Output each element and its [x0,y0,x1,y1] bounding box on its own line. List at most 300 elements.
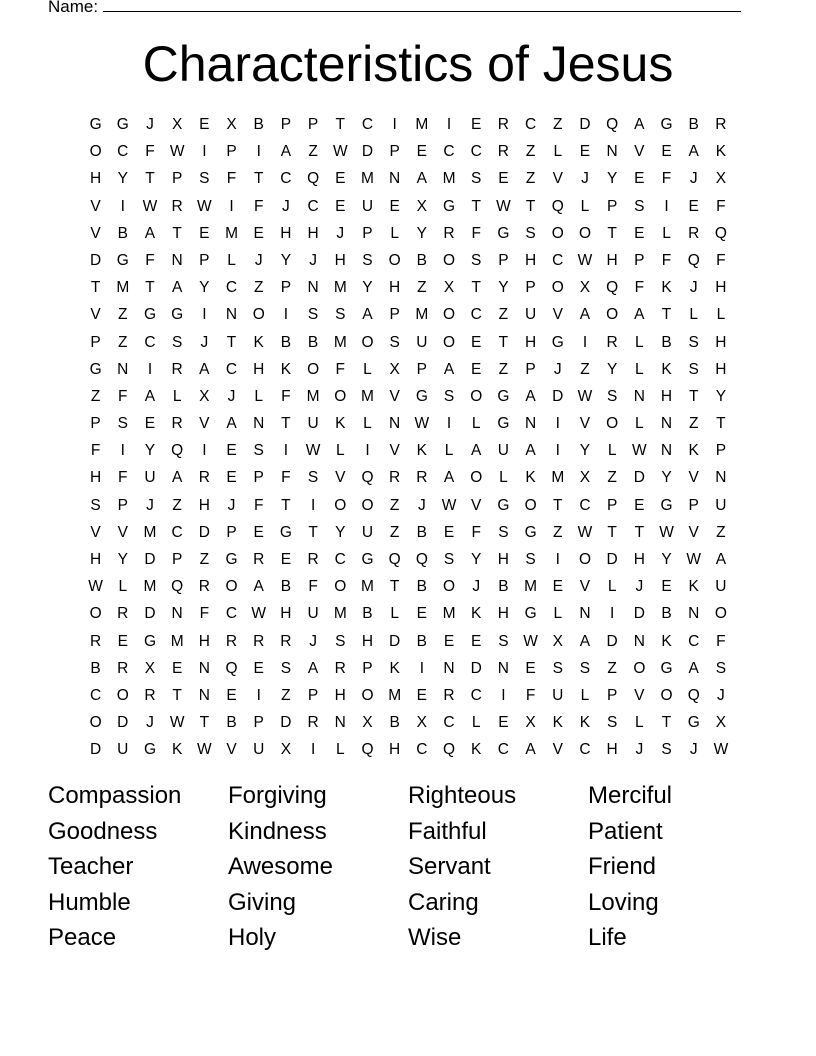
grid-letter[interactable]: J [200,333,209,351]
grid-letter[interactable]: P [416,360,428,378]
grid-letter[interactable]: S [525,551,536,568]
grid-letter[interactable]: U [552,686,564,704]
grid-letter[interactable]: O [633,659,646,677]
grid-letter[interactable]: N [524,415,537,433]
grid-letter[interactable]: F [661,251,672,269]
grid-letter[interactable]: L [580,686,590,704]
grid-letter[interactable]: L [254,387,264,405]
grid-letter[interactable]: X [389,360,400,378]
grid-letter[interactable]: R [497,143,509,161]
grid-letter[interactable]: D [280,714,292,732]
grid-letter[interactable]: E [335,197,346,215]
grid-letter[interactable]: M [361,170,374,188]
grid-letter[interactable]: D [633,605,645,623]
grid-letter[interactable]: S [606,714,618,732]
grid-letter[interactable]: G [497,224,510,242]
grid-letter[interactable]: B [389,714,400,732]
grid-letter[interactable]: W [332,143,348,161]
grid-letter[interactable]: T [471,197,481,215]
grid-letter[interactable]: O [524,496,537,514]
grid-letter[interactable]: G [361,551,374,568]
grid-letter[interactable]: O [89,143,102,161]
grid-letter[interactable]: G [143,741,156,759]
grid-letter[interactable]: P [525,279,536,297]
grid-letter[interactable]: S [498,632,509,650]
grid-letter[interactable]: G [551,333,564,351]
grid-letter[interactable]: A [199,360,210,378]
grid-letter[interactable]: B [416,632,428,650]
grid-letter[interactable]: W [305,442,321,460]
grid-letter[interactable]: J [689,170,698,188]
grid-letter[interactable]: C [470,306,482,324]
grid-letter[interactable]: L [635,415,644,433]
grid-letter[interactable]: G [524,523,537,541]
grid-letter[interactable]: T [661,714,672,732]
grid-letter[interactable]: K [471,605,482,623]
grid-letter[interactable]: Z [253,279,264,297]
grid-letter[interactable]: I [501,686,506,704]
grid-letter[interactable]: J [689,279,698,297]
grid-letter[interactable]: Z [607,469,617,487]
grid-letter[interactable]: B [688,116,699,133]
grid-letter[interactable]: O [388,251,401,269]
grid-letter[interactable]: D [144,551,156,568]
grid-letter[interactable]: D [606,632,618,650]
grid-letter[interactable]: A [688,143,699,161]
grid-letter[interactable]: G [171,306,184,324]
grid-letter[interactable]: O [307,360,320,378]
grid-letter[interactable]: Y [606,360,618,378]
grid-letter[interactable]: H [89,469,102,487]
grid-letter[interactable]: L [580,197,590,215]
grid-letter[interactable]: B [416,578,428,596]
grid-letter[interactable]: N [633,632,645,650]
grid-letter[interactable]: E [226,686,237,704]
grid-letter[interactable]: B [416,523,428,541]
grid-letter[interactable]: Q [606,116,619,133]
grid-letter[interactable]: W [414,415,430,433]
grid-letter[interactable]: T [607,523,617,541]
grid-letter[interactable]: L [635,714,644,732]
grid-letter[interactable]: O [470,387,483,405]
grid-letter[interactable]: P [307,116,319,133]
grid-letter[interactable]: G [524,605,537,623]
grid-letter[interactable]: F [281,469,291,487]
grid-letter[interactable]: I [283,306,289,324]
grid-letter[interactable]: P [171,170,183,188]
grid-letter[interactable]: J [417,496,426,514]
grid-letter[interactable]: H [633,551,645,568]
grid-letter[interactable]: C [552,251,564,269]
grid-letter[interactable]: I [202,442,207,460]
grid-letter[interactable]: F [335,360,346,378]
grid-letter[interactable]: M [415,306,429,324]
grid-letter[interactable]: T [498,333,509,351]
grid-letter[interactable]: K [253,333,264,351]
grid-letter[interactable]: U [361,197,374,215]
grid-letter[interactable]: P [606,496,618,514]
grid-letter[interactable]: H [524,333,537,351]
grid-letter[interactable]: R [688,224,700,242]
grid-letter[interactable]: A [634,116,645,133]
grid-letter[interactable]: O [334,387,347,405]
grid-letter[interactable]: F [90,442,101,460]
grid-letter[interactable]: E [416,605,428,623]
grid-letter[interactable]: H [334,686,346,704]
grid-letter[interactable]: R [171,197,183,215]
grid-letter[interactable]: U [307,605,319,623]
grid-letter[interactable]: T [525,197,536,215]
grid-letter[interactable]: L [607,578,617,596]
grid-letter[interactable]: S [688,333,699,351]
grid-letter[interactable]: L [662,224,671,242]
grid-letter[interactable]: K [552,714,563,732]
grid-letter[interactable]: E [226,442,237,460]
grid-letter[interactable]: F [281,387,291,405]
grid-letter[interactable]: S [307,306,319,324]
grid-letter[interactable]: T [226,333,237,351]
grid-letter[interactable]: A [416,170,428,188]
grid-letter[interactable]: Z [498,360,509,378]
grid-letter[interactable]: G [660,116,673,133]
grid-letter[interactable]: I [229,197,234,215]
grid-letter[interactable]: W [632,442,647,460]
grid-letter[interactable]: W [659,523,674,541]
grid-letter[interactable]: C [171,523,183,541]
grid-letter[interactable]: F [118,387,128,405]
grid-letter[interactable]: D [89,251,102,269]
grid-letter[interactable]: I [392,116,397,133]
grid-letter[interactable]: B [280,333,292,351]
grid-letter[interactable]: N [660,415,673,433]
grid-letter[interactable]: Q [225,659,238,677]
grid-letter[interactable]: V [90,224,101,242]
grid-letter[interactable]: Z [553,523,563,541]
grid-letter[interactable]: H [361,632,374,650]
grid-letter[interactable]: F [145,251,155,269]
grid-letter[interactable]: U [524,306,537,324]
grid-letter[interactable]: H [715,360,727,378]
grid-letter[interactable]: F [118,469,128,487]
grid-letter[interactable]: S [335,632,346,650]
grid-letter[interactable]: G [497,387,510,405]
grid-letter[interactable]: Z [553,116,563,133]
grid-letter[interactable]: H [198,632,210,650]
grid-letter[interactable]: K [688,578,699,596]
grid-letter[interactable]: S [471,251,482,269]
grid-letter[interactable]: B [90,659,101,677]
grid-letter[interactable]: O [361,686,374,704]
grid-letter[interactable]: N [389,415,401,433]
grid-letter[interactable]: S [253,442,264,460]
grid-letter[interactable]: O [225,578,238,596]
grid-letter[interactable]: Y [715,387,727,405]
grid-letter[interactable]: X [226,116,237,133]
grid-letter[interactable]: L [689,306,699,324]
grid-letter[interactable]: M [333,333,347,351]
grid-letter[interactable]: Q [551,197,564,215]
grid-letter[interactable]: Z [118,333,128,351]
grid-letter[interactable]: E [688,197,699,215]
grid-letter[interactable]: O [252,306,265,324]
grid-letter[interactable]: T [199,714,210,732]
grid-letter[interactable]: F [525,686,536,704]
grid-letter[interactable]: J [146,714,154,732]
grid-letter[interactable]: A [171,469,183,487]
grid-letter[interactable]: A [443,469,455,487]
grid-letter[interactable]: V [90,306,101,324]
grid-letter[interactable]: T [308,523,318,541]
grid-letter[interactable]: P [606,197,618,215]
grid-letter[interactable]: O [551,279,564,297]
grid-letter[interactable]: R [117,659,129,677]
grid-letter[interactable]: N [198,659,210,677]
grid-letter[interactable]: O [660,686,673,704]
grid-letter[interactable]: S [471,170,482,188]
grid-letter[interactable]: A [171,279,183,297]
grid-letter[interactable]: R [253,551,265,568]
grid-letter[interactable]: X [144,659,156,677]
grid-letter[interactable]: L [471,714,481,732]
grid-letter[interactable]: L [227,251,236,269]
grid-letter[interactable]: T [172,224,182,242]
grid-letter[interactable]: Y [199,279,210,297]
grid-letter[interactable]: C [416,741,428,759]
grid-letter[interactable]: H [715,333,727,351]
grid-letter[interactable]: L [553,143,563,161]
grid-letter[interactable]: W [169,714,185,732]
grid-letter[interactable]: Q [606,279,619,297]
grid-letter[interactable]: H [280,605,292,623]
grid-letter[interactable]: G [497,496,510,514]
grid-letter[interactable]: I [582,333,588,351]
grid-letter[interactable]: Z [580,360,590,378]
grid-letter[interactable]: I [555,442,560,460]
grid-letter[interactable]: M [361,578,374,596]
grid-letter[interactable]: Z [417,279,427,297]
grid-letter[interactable]: R [416,469,428,487]
grid-letter[interactable]: N [171,251,183,269]
grid-letter[interactable]: O [443,251,456,269]
grid-letter[interactable]: P [226,523,237,541]
grid-letter[interactable]: A [688,659,699,677]
grid-letter[interactable]: B [226,714,237,732]
grid-letter[interactable]: P [634,251,645,269]
grid-letter[interactable]: C [89,686,102,704]
grid-letter[interactable]: D [89,741,102,759]
grid-letter[interactable]: A [443,360,455,378]
grid-letter[interactable]: D [633,469,645,487]
grid-letter[interactable]: K [335,415,346,433]
grid-letter[interactable]: N [606,143,618,161]
grid-letter[interactable]: T [607,224,617,242]
grid-letter[interactable]: Z [525,143,536,161]
grid-letter[interactable]: S [661,741,672,759]
grid-letter[interactable]: L [390,605,399,623]
grid-letter[interactable]: K [715,143,727,161]
grid-letter[interactable]: A [144,387,156,405]
grid-letter[interactable]: S [117,415,128,433]
name-field[interactable] [48,0,741,17]
grid-letter[interactable]: I [310,741,316,759]
grid-letter[interactable]: H [715,279,727,297]
grid-letter[interactable]: C [470,143,482,161]
grid-letter[interactable]: Q [307,170,320,188]
grid-letter[interactable]: D [606,551,618,568]
grid-letter[interactable]: B [362,605,373,623]
grid-letter[interactable]: P [253,469,264,487]
grid-letter[interactable]: L [335,741,345,759]
grid-letter[interactable]: T [335,116,346,133]
grid-letter[interactable]: N [715,469,727,487]
grid-letter[interactable]: S [307,469,319,487]
grid-letter[interactable]: E [661,578,672,596]
grid-letter[interactable]: E [471,632,482,650]
grid-letter[interactable]: N [307,279,319,297]
grid-letter[interactable]: O [443,306,456,324]
grid-letter[interactable]: F [253,197,264,215]
grid-letter[interactable]: M [143,523,157,541]
grid-letter[interactable]: Y [362,279,373,297]
grid-letter[interactable]: D [579,116,591,133]
grid-letter[interactable]: E [389,197,400,215]
grid-letter[interactable]: V [688,469,699,487]
grid-letter[interactable]: C [280,170,292,188]
grid-letter[interactable]: H [280,224,292,242]
grid-letter[interactable]: M [361,387,374,405]
grid-letter[interactable]: R [171,415,183,433]
grid-letter[interactable]: G [443,197,456,215]
grid-letter[interactable]: T [145,279,155,297]
grid-letter[interactable]: C [497,741,509,759]
grid-letter[interactable]: F [471,523,481,541]
grid-letter[interactable]: S [579,659,591,677]
grid-letter[interactable]: C [144,333,156,351]
grid-letter[interactable]: V [688,523,699,541]
grid-letter[interactable]: S [715,659,727,677]
grid-letter[interactable]: B [661,333,672,351]
grid-letter[interactable]: Y [579,442,591,460]
grid-letter[interactable]: C [334,551,346,568]
grid-letter[interactable]: M [143,578,157,596]
grid-letter[interactable]: R [280,632,292,650]
grid-letter[interactable]: X [443,279,455,297]
grid-letter[interactable]: S [90,496,101,514]
grid-letter[interactable]: G [415,387,428,405]
grid-letter[interactable]: H [307,224,319,242]
grid-letter[interactable]: H [497,605,509,623]
grid-letter[interactable]: Q [171,442,184,460]
grid-letter[interactable]: I [120,442,125,460]
grid-letter[interactable]: Q [171,578,184,596]
grid-letter[interactable]: N [171,605,183,623]
grid-letter[interactable]: N [334,714,346,732]
grid-letter[interactable]: D [389,632,401,650]
grid-letter[interactable]: O [89,714,102,732]
grid-letter[interactable]: E [579,143,591,161]
grid-letter[interactable]: B [280,578,292,596]
grid-letter[interactable]: K [280,360,292,378]
grid-letter[interactable]: O [443,578,456,596]
grid-letter[interactable]: M [333,605,347,623]
grid-letter[interactable]: X [552,632,563,650]
grid-letter[interactable]: E [471,333,482,351]
grid-letter[interactable]: X [416,197,428,215]
grid-letter[interactable]: E [634,224,645,242]
grid-letter[interactable]: Y [335,523,346,541]
grid-letter[interactable]: O [116,686,129,704]
grid-letter[interactable]: A [253,578,264,596]
grid-letter[interactable]: L [444,442,454,460]
grid-letter[interactable]: K [471,741,482,759]
grid-letter[interactable]: A [525,442,536,460]
grid-letter[interactable]: J [635,578,644,596]
grid-letter[interactable]: R [253,632,265,650]
grid-letter[interactable]: P [389,306,400,324]
grid-letter[interactable]: Z [308,143,318,161]
grid-letter[interactable]: P [90,415,101,433]
grid-letter[interactable]: D [144,605,156,623]
grid-letter[interactable]: O [334,496,347,514]
grid-letter[interactable]: I [256,686,261,704]
grid-letter[interactable]: J [635,741,644,759]
grid-letter[interactable]: K [525,469,536,487]
grid-letter[interactable]: R [198,469,210,487]
grid-letter[interactable]: S [335,306,346,324]
grid-letter[interactable]: G [116,116,129,133]
grid-letter[interactable]: N [688,605,700,623]
grid-letter[interactable]: O [606,306,619,324]
grid-letter[interactable]: K [688,442,699,460]
grid-letter[interactable]: V [471,496,482,514]
grid-letter[interactable]: I [555,551,560,568]
grid-letter[interactable]: X [171,116,183,133]
grid-letter[interactable]: S [443,551,455,568]
grid-letter[interactable]: X [199,387,210,405]
grid-letter[interactable]: A [280,143,292,161]
grid-letter[interactable]: J [717,686,725,704]
grid-letter[interactable]: T [716,415,726,433]
grid-letter[interactable]: I [446,415,452,433]
grid-letter[interactable]: M [442,170,456,188]
grid-letter[interactable]: K [171,741,183,759]
grid-letter[interactable]: R [198,578,210,596]
grid-letter[interactable]: Z [199,551,210,568]
grid-letter[interactable]: O [443,333,456,351]
grid-letter[interactable]: E [471,360,482,378]
grid-letter[interactable]: I [446,116,452,133]
letter-grid[interactable] [82,114,735,767]
grid-letter[interactable]: G [225,551,238,568]
grid-letter[interactable]: R [225,632,238,650]
grid-letter[interactable]: C [225,605,238,623]
grid-letter[interactable]: Q [415,551,428,568]
grid-letter[interactable]: P [280,116,292,133]
grid-letter[interactable]: W [686,551,702,568]
grid-letter[interactable]: R [497,116,509,133]
grid-letter[interactable]: E [443,523,455,541]
grid-letter[interactable]: W [577,387,593,405]
grid-letter[interactable]: V [634,686,645,704]
grid-letter[interactable]: N [198,686,210,704]
grid-letter[interactable]: T [253,170,264,188]
grid-letter[interactable]: H [253,360,265,378]
grid-letter[interactable]: F [199,605,210,623]
grid-letter[interactable]: K [416,442,428,460]
grid-letter[interactable]: N [225,306,238,324]
grid-letter[interactable]: T [90,279,101,297]
grid-letter[interactable]: Y [280,251,292,269]
